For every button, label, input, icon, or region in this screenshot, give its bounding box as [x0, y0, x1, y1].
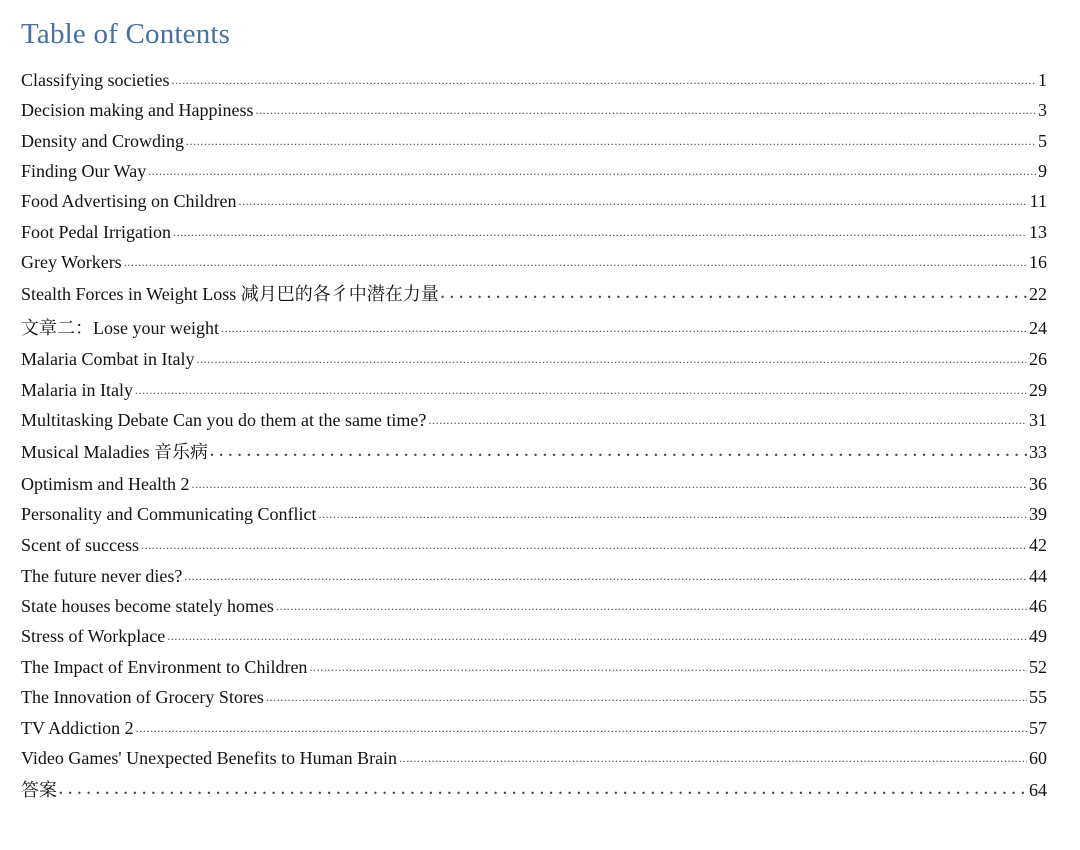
toc-entry-page[interactable]: 42 — [1029, 535, 1047, 555]
dot-leader — [167, 629, 1027, 643]
toc-entry-page[interactable]: 31 — [1029, 410, 1047, 430]
toc-entry-page[interactable]: 44 — [1029, 566, 1047, 586]
dot-leader — [124, 255, 1027, 269]
toc-entry-title[interactable]: Optimism and Health 2 — [21, 474, 190, 494]
toc-entry-page[interactable]: 13 — [1029, 222, 1047, 242]
toc-entry-page[interactable]: 22 — [1029, 284, 1047, 304]
dot-leader — [135, 383, 1027, 397]
toc-entry[interactable] — [21, 686, 1047, 708]
dot-leader — [399, 751, 1027, 765]
toc-entry[interactable] — [21, 409, 1047, 431]
toc-entry-title[interactable]: Stealth Forces in Weight Loss 减月巴的各彳中潜在力量 — [21, 284, 439, 304]
toc-entry-page[interactable]: 16 — [1029, 252, 1047, 272]
dot-leader — [184, 569, 1027, 583]
toc-entry-title[interactable]: Malaria in Italy — [21, 380, 133, 400]
toc-entry[interactable] — [21, 503, 1047, 525]
toc-entry-title[interactable]: Malaria Combat in Italy — [21, 349, 195, 369]
toc-entry[interactable] — [21, 441, 1047, 463]
toc-entry[interactable] — [21, 565, 1047, 587]
dot-leader — [318, 507, 1027, 521]
toc-entry-title[interactable]: The Innovation of Grocery Stores — [21, 687, 264, 707]
toc-entry[interactable] — [21, 283, 1047, 305]
toc-entry[interactable] — [21, 317, 1047, 339]
toc-entry[interactable] — [21, 251, 1047, 273]
toc-entry-page[interactable]: 1 — [1038, 70, 1047, 90]
toc-entry-page[interactable]: 46 — [1029, 596, 1047, 616]
dot-leader — [186, 134, 1036, 148]
toc-entry-title[interactable]: Grey Workers — [21, 252, 122, 272]
dot-leader — [276, 599, 1027, 613]
toc-entry[interactable] — [21, 779, 1047, 801]
toc-entry[interactable] — [21, 747, 1047, 769]
toc-entry-title[interactable]: State houses become stately homes — [21, 596, 274, 616]
toc-entry-page[interactable]: 26 — [1029, 349, 1047, 369]
dot-leader — [255, 103, 1036, 117]
toc-entry-title[interactable]: Musical Maladies 音乐病 — [21, 442, 208, 462]
dot-leader — [441, 286, 1027, 302]
toc-entry[interactable] — [21, 625, 1047, 647]
toc-entry-title[interactable]: TV Addiction 2 — [21, 718, 134, 738]
toc-entry-title[interactable]: The Impact of Environment to Children — [21, 657, 308, 677]
toc-entry-title[interactable]: Decision making and Happiness — [21, 100, 254, 120]
toc-entry-page[interactable]: 55 — [1029, 687, 1047, 707]
toc-entry-page[interactable]: 64 — [1029, 780, 1047, 800]
toc-entry-title[interactable]: 文章二：Lose your weight — [21, 318, 219, 338]
toc-entry-page[interactable]: 60 — [1029, 748, 1047, 768]
toc-heading: Table of Contents — [21, 18, 231, 50]
toc-entry-title[interactable]: Scent of success — [21, 535, 139, 555]
dot-leader — [191, 477, 1027, 491]
toc-entry[interactable] — [21, 656, 1047, 678]
toc-entry-title[interactable]: Multitasking Debate Can you do them at the same time? — [21, 410, 427, 430]
toc-entry-title[interactable]: Food Advertising on Children — [21, 191, 237, 211]
dot-leader — [173, 225, 1027, 239]
toc-entry[interactable] — [21, 221, 1047, 243]
toc-list — [21, 66, 1047, 801]
dot-leader — [171, 73, 1036, 87]
toc-entry[interactable] — [21, 348, 1047, 370]
toc-entry-title[interactable]: Personality and Communicating Conflict — [21, 504, 317, 524]
toc-entry-title[interactable]: Video Games' Unexpected Benefits to Human Brain — [21, 748, 398, 768]
toc-entry[interactable] — [21, 379, 1047, 401]
toc-entry-page[interactable]: 24 — [1029, 318, 1047, 338]
dot-leader — [196, 352, 1027, 366]
toc-entry-page[interactable]: 29 — [1029, 380, 1047, 400]
dot-leader — [210, 444, 1027, 460]
dot-leader — [221, 321, 1027, 335]
toc-entry-page[interactable]: 52 — [1029, 657, 1047, 677]
dot-leader — [428, 413, 1027, 427]
dot-leader — [309, 660, 1027, 674]
toc-entry-title[interactable]: Foot Pedal Irrigation — [21, 222, 171, 242]
toc-entry-page[interactable]: 5 — [1038, 131, 1047, 151]
toc-entry-page[interactable]: 36 — [1029, 474, 1047, 494]
toc-entry[interactable] — [21, 130, 1047, 152]
toc-entry-title[interactable]: The future never dies? — [21, 566, 183, 586]
toc-entry[interactable] — [21, 534, 1047, 556]
toc-entry-page[interactable]: 57 — [1029, 718, 1047, 738]
toc-entry[interactable] — [21, 473, 1047, 495]
toc-entry-title[interactable]: 答案 — [21, 780, 57, 800]
toc-entry-page[interactable]: 9 — [1038, 161, 1047, 181]
toc-entry[interactable] — [21, 190, 1047, 212]
dot-leader — [59, 782, 1027, 798]
dot-leader — [148, 164, 1036, 178]
toc-entry-page[interactable]: 49 — [1029, 626, 1047, 646]
dot-leader — [239, 194, 1028, 208]
dot-leader — [141, 538, 1027, 552]
toc-entry[interactable] — [21, 717, 1047, 739]
toc-entry-title[interactable]: Stress of Workplace — [21, 626, 166, 646]
toc-entry[interactable] — [21, 99, 1047, 121]
toc-entry[interactable] — [21, 595, 1047, 617]
toc-entry-page[interactable]: 33 — [1029, 442, 1047, 462]
toc-entry-title[interactable]: Density and Crowding — [21, 131, 184, 151]
toc-entry-page[interactable]: 11 — [1029, 191, 1047, 211]
toc-entry-page[interactable]: 39 — [1029, 504, 1047, 524]
toc-entry-title[interactable]: Finding Our Way — [21, 161, 147, 181]
toc-entry[interactable] — [21, 160, 1047, 182]
dot-leader — [136, 721, 1027, 735]
toc-entry-title[interactable]: Classifying societies — [21, 70, 170, 90]
dot-leader — [266, 690, 1027, 704]
toc-entry-page[interactable]: 3 — [1038, 100, 1047, 120]
toc-entry[interactable] — [21, 69, 1047, 91]
